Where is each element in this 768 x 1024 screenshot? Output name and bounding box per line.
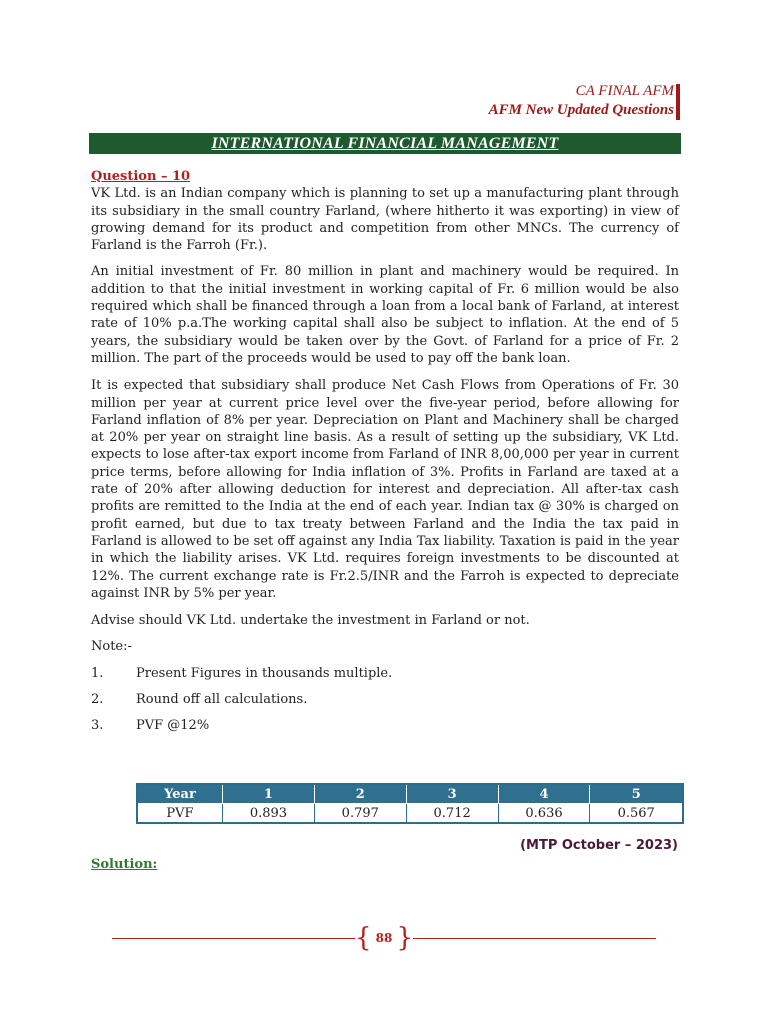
- table-header-cell: 1: [223, 784, 315, 804]
- note-item: [91, 717, 679, 734]
- paragraph: An initial investment of Fr. 80 million in plant and machinery would be required. In addition to that the initial investment in working capital of Fr. 6 million would be also required which shall be financed through a loan from a local bank of Farland, at interest rate of 10% p.a.The working capital shall also be subject to inflation. At the end of 5 years, the subsidiary would be taken over by the Govt. of Farland for a price of Fr. 2 million. The part of the proceeds would be used to pay off the bank loan.: [91, 264, 679, 366]
- table-header-cell: 5: [590, 784, 683, 804]
- question-body: [91, 168, 679, 744]
- note-number: 3.: [91, 718, 104, 734]
- page-number: [355, 925, 413, 951]
- note-item: [91, 665, 679, 682]
- table-cell: 0.893: [223, 804, 315, 824]
- header-subtitle: AFM New Updated Questions: [488, 102, 674, 118]
- paragraph: VK Ltd. is an Indian company which is planning to set up a manufacturing plant through its subsidiary in the small country Farland, (where hitherto it was exporting) in view of growing demand for its product and competition from other MNCs. The currency of Farland is the Farroh (Fr.).: [91, 186, 679, 254]
- paragraph: It is expected that subsidiary shall produce Net Cash Flows from Operations of Fr. 30 million per year at current price level over the five-year period, before allowing for Farland inflation of 8% per year. Depreciation on Plant and Machinery shall be charged at 20% per year on straight line basis. As a result of setting up the subsidiary, VK Ltd. expects to lose after-tax export income from Farland of INR 8,00,000 per year in current price terms, before allowing for India inflation of 3%. Profits in Farland are taxed at a rate of 20% after allowing deduction for interest and depreciation. All after-tax cash profits are remitted to the India at the end of each year. Indian tax @ 30% is charged on profit earned, but due to tax treaty between Farland and the India the tax paid in Farland is allowed to be set off against any India Tax liability. Taxation is paid in the year in which the liability arises. VK Ltd. requires foreign investments to be discounted at 12%. The current exchange rate is Fr.2.5/INR and the Farroh is expected to depreciate against INR by 5% per year.: [91, 378, 679, 601]
- table-header-cell: 2: [314, 784, 406, 804]
- table-cell: 0.712: [406, 804, 498, 824]
- footer-rule-right: [413, 938, 656, 939]
- solution-heading: Solution:: [91, 857, 158, 872]
- header-rule: [676, 84, 680, 120]
- table-cell: 0.636: [498, 804, 590, 824]
- section-banner: INTERNATIONAL FINANCIAL MANAGEMENT: [89, 133, 681, 154]
- note-number: 1.: [91, 665, 104, 681]
- footer-rule-left: [112, 938, 355, 939]
- pvf-table: [136, 783, 684, 824]
- question-title: Question – 10: [91, 169, 191, 184]
- note-item: [91, 691, 679, 708]
- table-header-row: [137, 784, 683, 804]
- note-text: Present Figures in thousands multiple.: [136, 665, 393, 681]
- header-course: CA FINAL AFM: [575, 83, 674, 99]
- right-brace-icon: }: [396, 923, 413, 953]
- source-reference: (MTP October – 2023): [520, 838, 678, 853]
- table-header-cell: 3: [406, 784, 498, 804]
- table-header-cell: 4: [498, 784, 590, 804]
- table-row: [137, 804, 683, 824]
- note-number: 2.: [91, 692, 104, 708]
- table-cell: PVF: [137, 804, 223, 824]
- table-header-cell: Year: [137, 784, 223, 804]
- table-cell: 0.567: [590, 804, 683, 824]
- note-text: PVF @12%: [136, 718, 210, 734]
- page-number-text: 88: [375, 931, 393, 945]
- advise-text: Advise should VK Ltd. undertake the investment in Farland or not.: [91, 613, 530, 629]
- left-brace-icon: {: [355, 923, 372, 953]
- note-label: Note:-: [91, 639, 132, 655]
- table-cell: 0.797: [314, 804, 406, 824]
- page-header: [274, 82, 680, 120]
- note-text: Round off all calculations.: [136, 692, 308, 708]
